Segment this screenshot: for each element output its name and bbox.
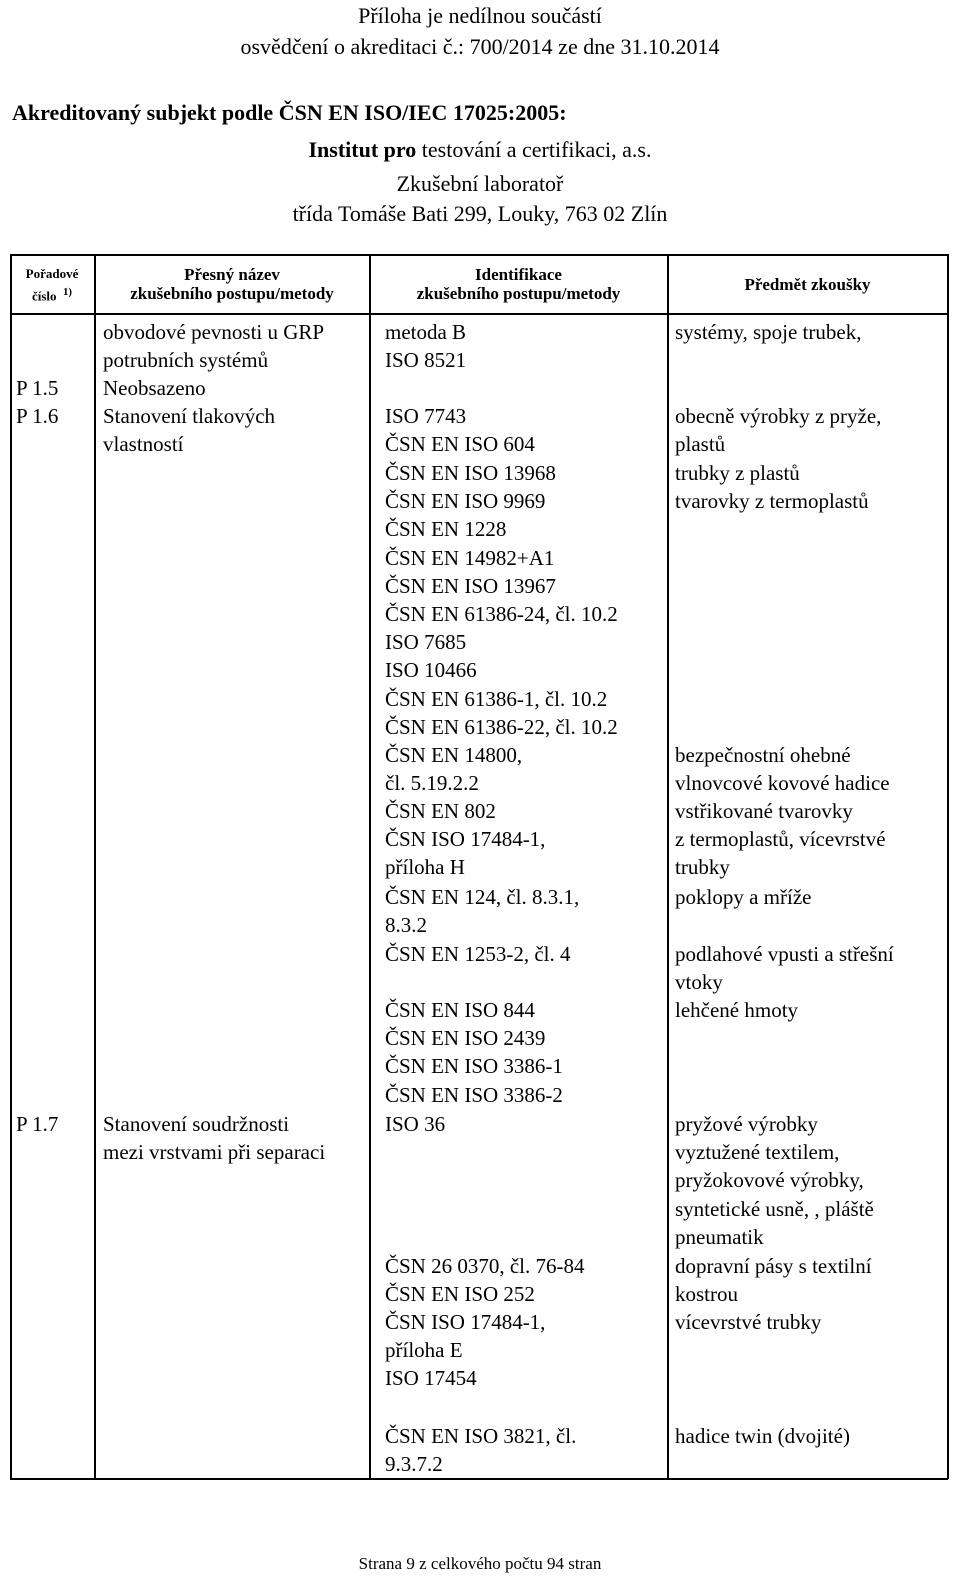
col-header-subject: Předmět zkoušky <box>744 275 871 294</box>
row-test-subject: bezpečnostní ohebné vlnovcové kovové hadice <box>675 743 890 796</box>
row-method-ident: ČSN EN 802 ČSN ISO 17484-1, příloha H <box>385 799 546 880</box>
row-test-subject: lehčené hmoty <box>675 998 799 1022</box>
row-test-subject: pryžové výrobky vyztužené textilem, pryžokovové výrobky, syntetické usně, , pláště pneumatik <box>675 1112 874 1249</box>
row-number: P 1.6 <box>16 404 59 428</box>
row-number: P 1.7 <box>16 1112 59 1136</box>
col-header-name-line2: zkušebního postupu/metody <box>130 284 334 303</box>
row-method-ident: ČSN ISO 17484-1, příloha E ISO 17454 <box>385 1310 546 1391</box>
col-header-name <box>95 265 369 303</box>
header-institute <box>0 136 960 164</box>
row-test-subject: systémy, spoje trubek, <box>675 320 862 344</box>
table-right-border <box>947 254 949 1479</box>
row-method-ident: ISO 36 <box>385 1112 446 1136</box>
row-method-name: Stanovení soudržnosti mezi vrstvami při separaci <box>103 1112 326 1165</box>
row-test-subject: obecně výrobky z pryže, plastů <box>675 404 882 457</box>
table-top-border <box>10 254 948 256</box>
row-method-name: Neobsazeno <box>103 376 206 400</box>
header-address: třída Tomáše Bati 299, Louky, 763 02 Zlín <box>292 201 668 226</box>
header-institute-bold: Institut pro <box>308 137 417 162</box>
row-number: P 1.5 <box>16 376 59 400</box>
row-method-ident: ČSN EN 14800, čl. 5.19.2.2 <box>385 743 523 796</box>
row-method-ident: ČSN 26 0370, čl. 76-84 ČSN EN ISO 252 <box>385 1254 585 1307</box>
row-method-ident: ČSN EN ISO 844 ČSN EN ISO 2439 ČSN EN ISO 3386-1 ČSN EN ISO 3386-2 <box>385 998 563 1107</box>
col-header-ident-line2: zkušebního postupu/metody <box>416 284 621 303</box>
row-method-ident: ISO 7743 ČSN EN ISO 604 <box>385 404 535 457</box>
row-test-subject: vícevrstvé trubky <box>675 1310 822 1334</box>
row-test-subject: podlahové vpusti a střešní vtoky <box>675 942 894 995</box>
col-header-order <box>10 265 94 305</box>
page-footer: Strana 9 z celkového počtu 94 stran <box>358 1554 602 1573</box>
col-header-order-word: číslo <box>31 288 57 304</box>
row-method-name: obvodové pevnosti u GRP potrubních systémů <box>103 320 325 373</box>
row-method-ident: ČSN EN 124, čl. 8.3.1, 8.3.2 <box>385 885 580 938</box>
table-left-border <box>10 254 12 1479</box>
row-test-subject: hadice twin (dvojité) <box>675 1424 850 1448</box>
column-divider-2 <box>369 254 371 1479</box>
header-lab: Zkušební laboratoř <box>396 171 564 196</box>
row-test-subject: dopravní pásy s textilní kostrou <box>675 1254 872 1307</box>
row-test-subject: trubky z plastů tvarovky z termoplastů <box>675 461 869 514</box>
row-method-ident: metoda B ISO 8521 <box>385 320 467 373</box>
row-method-ident: ČSN EN 1253-2, čl. 4 <box>385 942 571 966</box>
col-header-order-line2 <box>10 283 94 305</box>
col-header-ident <box>370 265 667 303</box>
header-line-1: Příloha je nedílnou součástí <box>358 3 602 28</box>
col-header-ident-line1: Identifikace <box>475 265 562 284</box>
header-line-2: osvědčení o akreditaci č.: 700/2014 ze dne 31.10.2014 <box>240 34 720 59</box>
row-test-subject: poklopy a mříže <box>675 885 812 909</box>
row-method-name: Stanovení tlakových vlastností <box>103 404 276 457</box>
header-accredited-subject: Akreditovaný subjekt podle ČSN EN ISO/IEC 17025:2005: <box>12 100 567 125</box>
col-header-order-line1: Pořadové <box>25 266 79 281</box>
header-institute-rest: testování a certifikaci, a.s. <box>416 137 652 162</box>
col-header-name-line1: Přesný název <box>184 265 280 284</box>
col-header-order-sup: 1) <box>63 286 73 298</box>
row-test-subject: vstřikované tvarovky z termoplastů, vícevrstvé trubky <box>675 799 886 880</box>
row-method-ident: ČSN EN ISO 13968 ČSN EN ISO 9969 ČSN EN 1228 ČSN EN 14982+A1 ČSN EN ISO 13967 ČSN EN 61386-24, čl. 10.2 ISO 7685 ISO 10466 ČSN EN 61386-1, čl. 10.2 ČSN EN 61386-22, čl. 10.2 <box>385 461 618 739</box>
row-method-ident: ČSN EN ISO 3821, čl. 9.3.7.2 <box>385 1424 577 1477</box>
table-header-border <box>10 313 948 315</box>
column-divider-1 <box>94 254 96 1479</box>
column-divider-3 <box>667 254 669 1479</box>
